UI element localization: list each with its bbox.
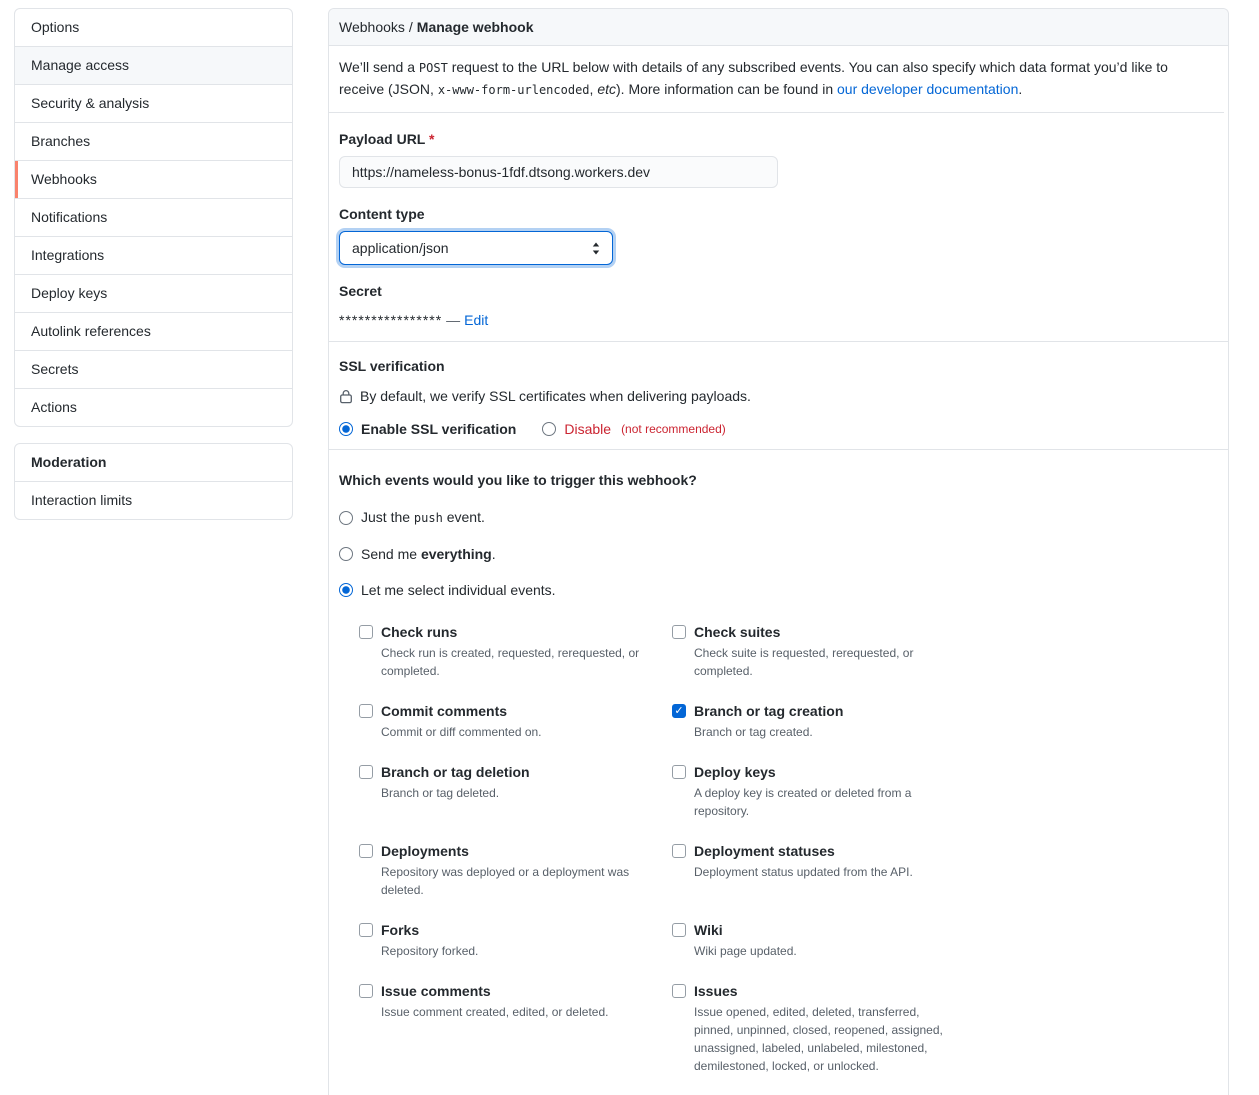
ssl-description-text: By default, we verify SSL certificates when delivering payloads. — [360, 388, 751, 404]
checkbox-issues[interactable] — [672, 984, 686, 998]
send-everything-option[interactable] — [339, 544, 1218, 564]
event-description: Check suite is requested, rerequested, or completed. — [694, 646, 914, 678]
content-type-select[interactable] — [339, 231, 613, 265]
event-item-check-suites[interactable] — [672, 622, 985, 680]
sidebar-item-manage-access[interactable]: Manage access — [15, 46, 292, 84]
intro-text: We’ll send a — [339, 59, 419, 75]
sidebar-header-moderation: Moderation — [31, 454, 107, 470]
required-asterisk: * — [429, 131, 435, 147]
enable-ssl-option[interactable] — [339, 421, 516, 437]
ssl-radio-group — [339, 421, 1218, 437]
event-item-issue-comments[interactable] — [359, 981, 672, 1021]
just-push-label — [361, 507, 485, 528]
checkbox-commit-comments[interactable] — [359, 704, 373, 718]
intro-text: , — [589, 81, 598, 97]
event-item-check-runs[interactable] — [359, 622, 672, 680]
etc-text: etc — [597, 81, 616, 97]
event-description: Commit or diff commented on. — [381, 725, 542, 739]
disable-ssl-label: Disable — [564, 421, 612, 437]
checkbox-check-suites[interactable] — [672, 625, 686, 639]
event-label: Commit comments — [381, 703, 508, 719]
event-label: Forks — [381, 922, 420, 938]
lock-icon — [339, 389, 353, 404]
just-push-label-pre: Just the — [361, 509, 414, 525]
event-description: Repository was deployed or a deployment was deleted. — [381, 865, 630, 897]
checkbox-deployment-statuses[interactable] — [672, 844, 686, 858]
sidebar-item-branches[interactable]: Branches — [15, 122, 292, 160]
sidebar-item-integrations[interactable]: Integrations — [15, 236, 292, 274]
event-description: Issue comment created, edited, or deleted. — [381, 1005, 609, 1019]
just-push-label-post: event. — [442, 509, 485, 525]
event-description: Deployment status updated from the API. — [694, 865, 913, 879]
event-label: Branch or tag creation — [694, 703, 844, 719]
secret-masked-value: **************** — [339, 312, 443, 328]
event-item-forks[interactable] — [359, 920, 672, 960]
settings-sidebar — [14, 8, 293, 536]
checkbox-deploy-keys[interactable] — [672, 765, 686, 779]
sidebar-item-secrets[interactable]: Secrets — [15, 350, 292, 388]
send-everything-label-post: . — [491, 546, 496, 562]
event-label: Branch or tag deletion — [381, 764, 530, 780]
breadcrumb-webhooks-link[interactable]: Webhooks — [339, 19, 405, 35]
checkbox-branch-or-tag-creation[interactable] — [672, 704, 686, 718]
just-push-option[interactable] — [339, 507, 1218, 528]
sidebar-item-options[interactable]: Options — [31, 19, 80, 35]
event-description: Repository forked. — [381, 944, 479, 958]
send-everything-label — [361, 544, 496, 564]
events-heading: Which events would you like to trigger this webhook? — [339, 472, 697, 488]
settings-nav-card — [14, 8, 293, 427]
sidebar-item-notifications[interactable]: Notifications — [15, 198, 292, 236]
event-description: A deploy key is created or deleted from a repository. — [694, 786, 912, 818]
events-checkbox-grid — [359, 622, 1218, 1075]
ssl-heading: SSL verification — [339, 358, 445, 374]
disable-ssl-radio[interactable] — [542, 422, 556, 436]
event-item-branch-or-tag-creation[interactable] — [672, 701, 985, 741]
everything-bold: everything — [420, 546, 492, 562]
payload-url-label — [339, 129, 1218, 150]
select-individual-radio[interactable] — [339, 583, 353, 597]
urlencoded-code: x-www-form-urlencoded — [437, 83, 590, 97]
sidebar-item-webhooks[interactable]: Webhooks — [15, 160, 292, 198]
enable-ssl-label: Enable SSL verification — [361, 421, 517, 437]
secret-separator: — — [446, 312, 461, 328]
sidebar-item-security-analysis[interactable]: Security & analysis — [15, 84, 292, 122]
event-description: Branch or tag created. — [694, 725, 813, 739]
checkbox-deployments[interactable] — [359, 844, 373, 858]
intro-text: ). More information can be found in — [616, 81, 838, 97]
event-label: Issue comments — [381, 983, 491, 999]
event-label: Check suites — [694, 624, 781, 640]
event-label: Deployment statuses — [694, 843, 835, 859]
trigger-events-section — [329, 450, 1228, 1095]
event-item-deployments[interactable] — [359, 841, 672, 899]
event-label: Issues — [694, 983, 738, 999]
post-code: POST — [418, 61, 448, 75]
sidebar-item-interaction-limits[interactable]: Interaction limits — [15, 481, 292, 519]
event-description: Branch or tag deleted. — [381, 786, 500, 800]
select-caret-icon — [592, 242, 600, 255]
ssl-description-row — [339, 386, 1218, 406]
event-description: Issue opened, edited, deleted, transferred, pinned, unpinned, closed, reopened, assigned, unassigned, labeled, unlabeled, milestoned, demilestoned, locked, or unlocked. — [694, 1005, 943, 1073]
secret-row — [339, 310, 1218, 331]
sidebar-item-actions[interactable]: Actions — [15, 388, 292, 426]
checkbox-wiki[interactable] — [672, 923, 686, 937]
secret-label: Secret — [339, 283, 382, 299]
intro-text: . — [1018, 81, 1023, 97]
send-everything-label-pre: Send me — [361, 546, 421, 562]
checkbox-branch-or-tag-deletion[interactable] — [359, 765, 373, 779]
event-item-deployment-statuses[interactable] — [672, 841, 985, 881]
webhook-form-section — [329, 113, 1228, 342]
select-individual-label: Let me select individual events. — [361, 582, 556, 598]
event-item-commit-comments[interactable] — [359, 701, 672, 741]
content-type-selected-value: application/json — [352, 240, 449, 256]
just-push-radio[interactable] — [339, 511, 353, 525]
sidebar-item-deploy-keys[interactable]: Deploy keys — [15, 274, 292, 312]
secret-edit-link[interactable]: Edit — [464, 312, 489, 328]
webhook-intro-text — [329, 46, 1224, 113]
select-individual-option[interactable] — [339, 580, 1218, 600]
page-title: Manage webhook — [416, 19, 534, 35]
send-everything-radio[interactable] — [339, 547, 353, 561]
breadcrumb-separator: / — [408, 19, 413, 35]
enable-ssl-radio[interactable] — [339, 422, 353, 436]
checkbox-issue-comments[interactable] — [359, 984, 373, 998]
disable-ssl-option[interactable] — [542, 421, 725, 437]
event-description: Wiki page updated. — [694, 944, 797, 958]
payload-url-input[interactable] — [339, 156, 778, 188]
moderation-nav-card — [14, 443, 293, 520]
breadcrumb — [329, 9, 1228, 46]
ssl-verification-section — [329, 342, 1228, 450]
checkbox-forks[interactable] — [359, 923, 373, 937]
push-code: push — [413, 511, 443, 525]
checkbox-check-runs[interactable] — [359, 625, 373, 639]
event-item-issues[interactable] — [672, 981, 985, 1075]
event-label: Check runs — [381, 624, 458, 640]
payload-url-label-text: Payload URL — [339, 131, 426, 147]
event-description: Check run is created, requested, rerequested, or completed. — [381, 646, 640, 678]
event-item-deploy-keys[interactable] — [672, 762, 985, 820]
event-label: Deploy keys — [694, 764, 776, 780]
content-type-label: Content type — [339, 206, 425, 222]
event-item-wiki[interactable] — [672, 920, 985, 960]
event-item-branch-or-tag-deletion[interactable] — [359, 762, 672, 802]
disable-ssl-note: (not recommended) — [621, 422, 726, 436]
developer-documentation-link[interactable]: our developer documentation — [837, 81, 1019, 97]
event-label: Deployments — [381, 843, 469, 859]
webhook-settings-box — [328, 8, 1229, 1095]
intro-text: request to the URL below with details of any subscribed events. You can also specify which data format you’d like to receive (JSON, — [339, 59, 1168, 97]
event-label: Wiki — [694, 922, 723, 938]
sidebar-item-autolink-references[interactable]: Autolink references — [15, 312, 292, 350]
